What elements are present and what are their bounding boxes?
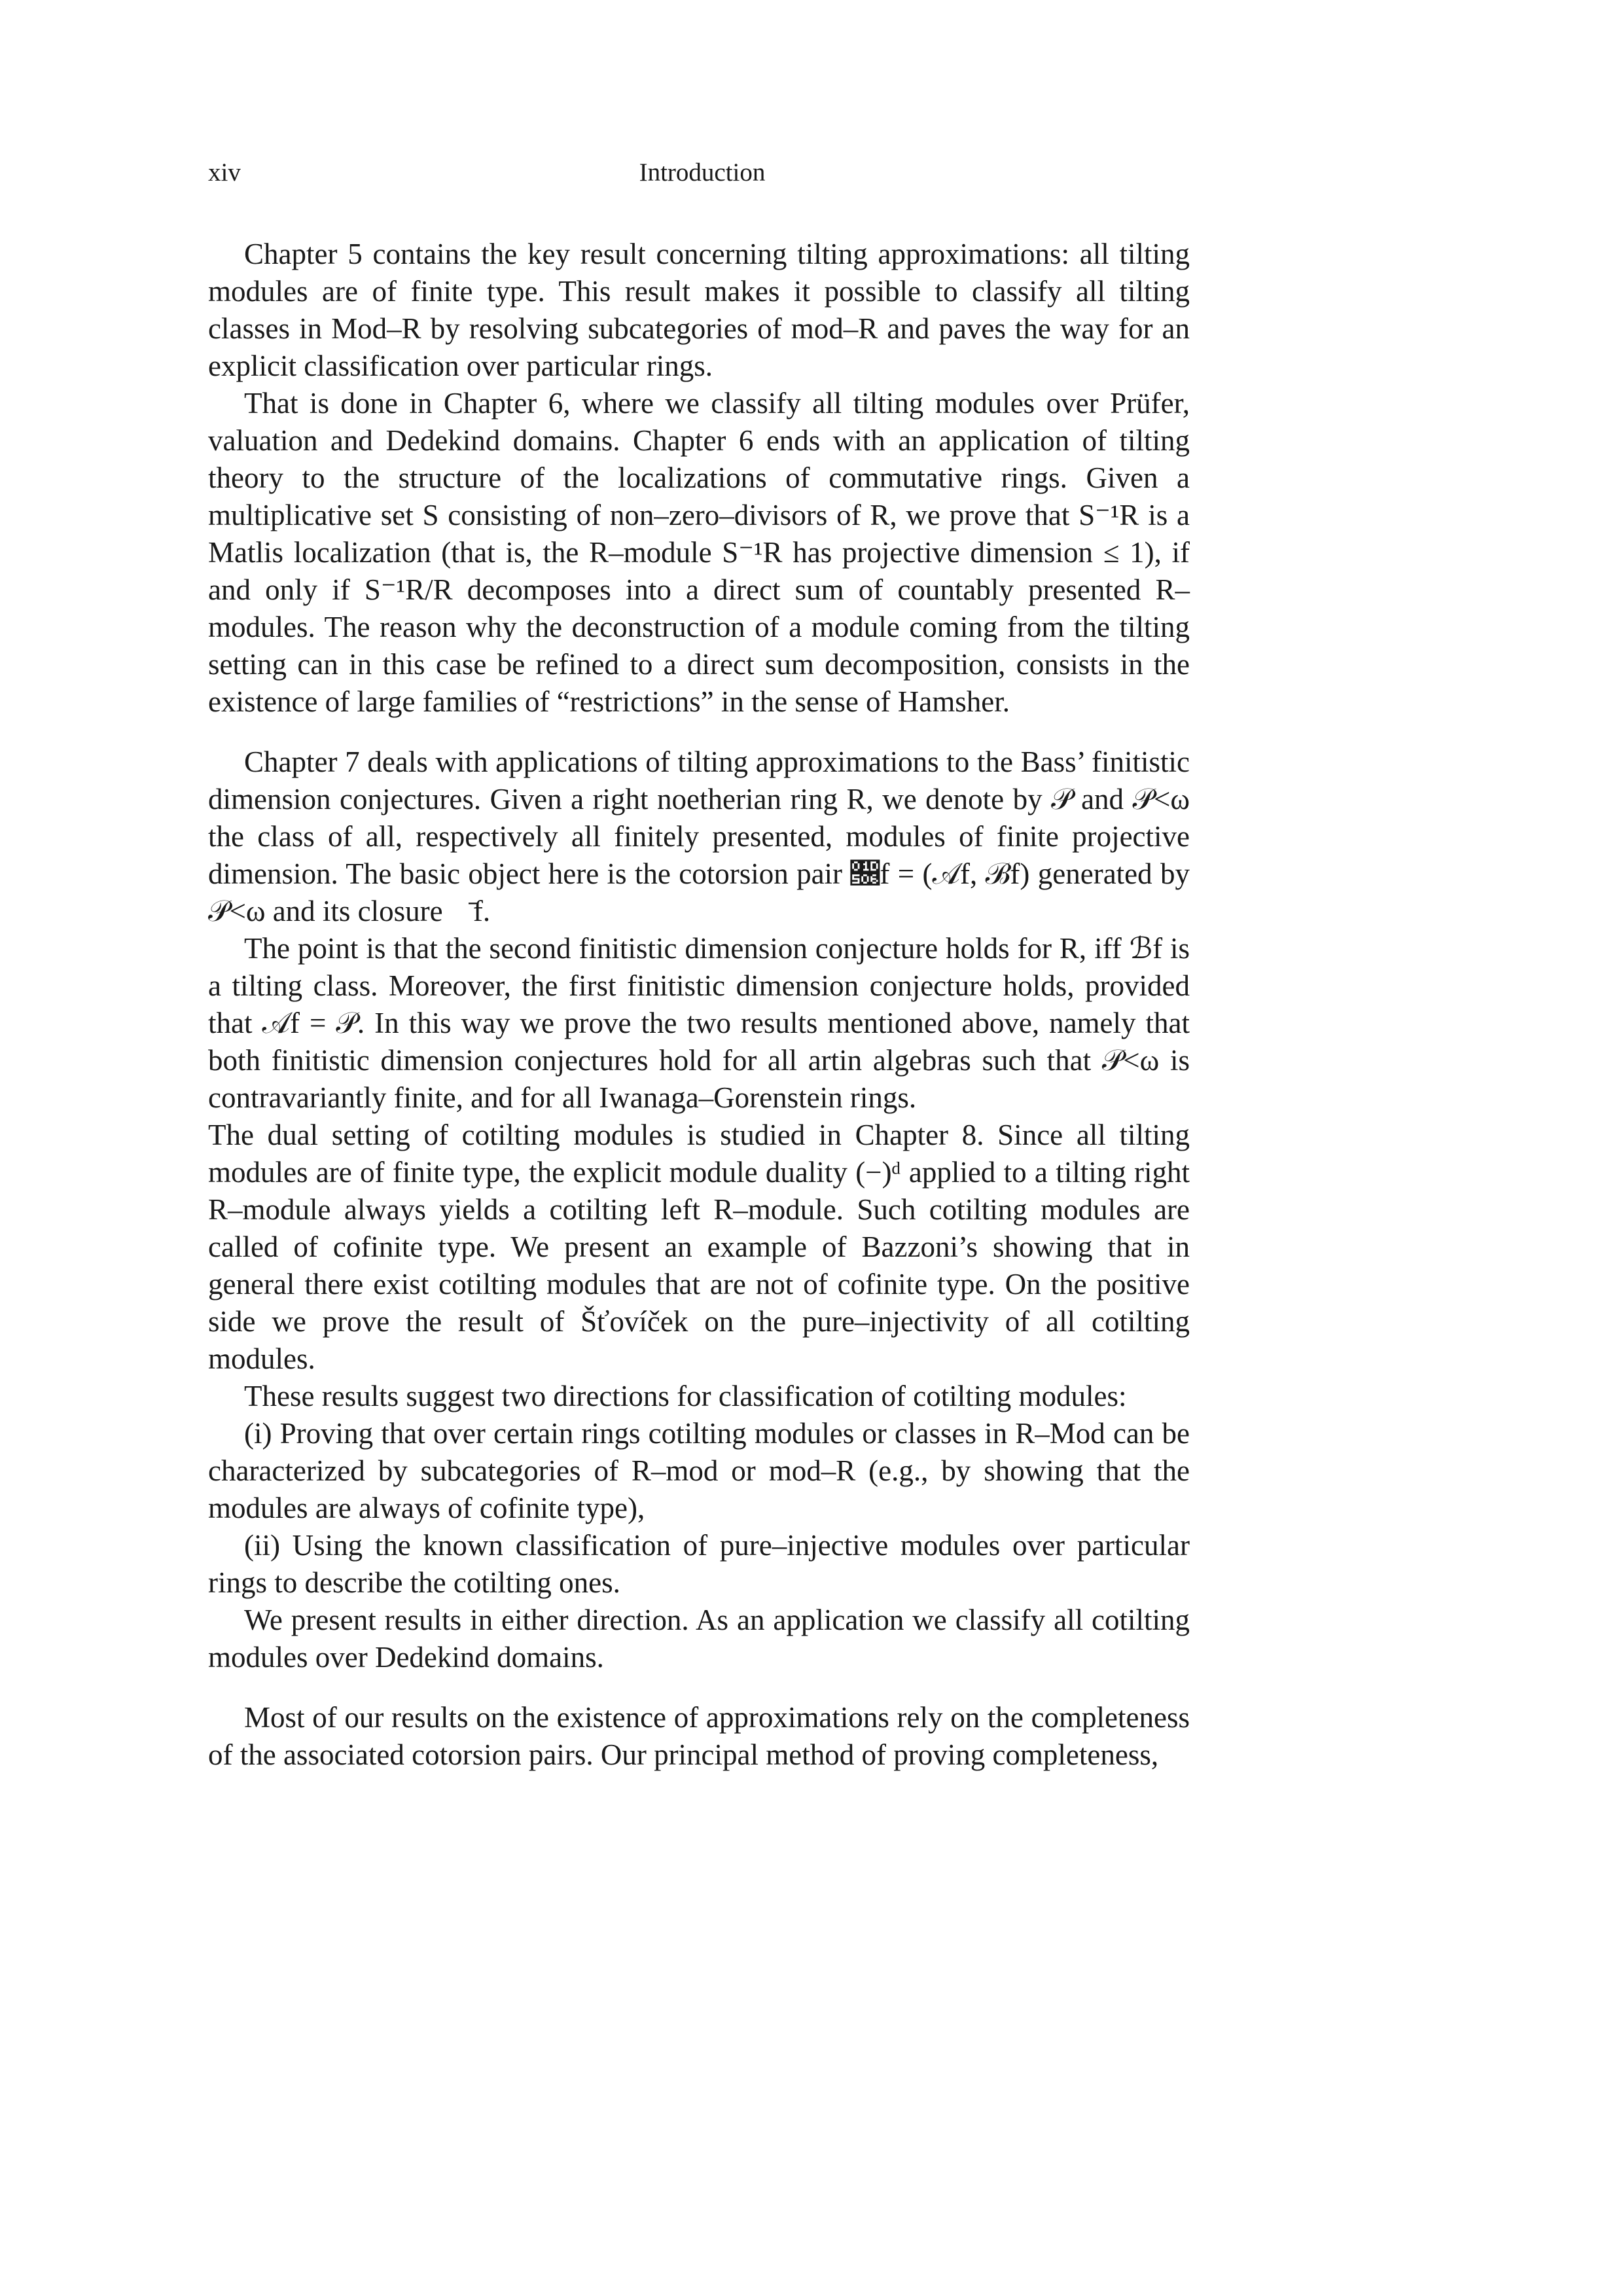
paragraph-chapter-8: The dual setting of cotilting modules is studied in Chapter 8. Since all tilting modules are of finite type, the explicit module duality (−)ᵈ applied to a tilting right R–module always yields a cotilting left R–module. Such cotilting modules are called of cofinite type. We present an example of Bazzoni’s showing that in general there exist cotilting modules that are not of cofinite type. On the positive side we prove the result of Šťovíček on the pure–injectivity of all cotilting modules. <box>208 1119 1190 1375</box>
page-number: xiv <box>208 158 241 187</box>
list-item-ii: (ii) Using the known classification of pure–injective modules over particular rings to describe the cotilting ones. <box>208 1529 1190 1599</box>
paragraph-directions: These results suggest two directions for classification of cotilting modules: <box>244 1380 1127 1412</box>
running-title: Introduction <box>639 158 766 187</box>
list-item-i: (i) Proving that over certain rings cotilting modules or classes in R–Mod can be characterized by subcategories of R–mod or mod–R (e.g., by showing that the modules are always of cofinite type), <box>208 1417 1190 1524</box>
paragraph-chapter-7: Chapter 7 deals with applications of tilting approximations to the Bass’ finitistic dimension conjectures. Given a right noetherian ring R, we denote by 𝒫 and 𝒫<ω the class of all, respectively all finitely presented, modules of finite projective dimension. The basic object here is the cotorsion pair 𝔆f = (𝒜f, ℬf) generated by 𝒫<ω and its closure 𝔆̄f. <box>208 745 1190 927</box>
paragraph-results: We present results in either direction. As an application we classify all cotilting modules over Dedekind domains. <box>208 1604 1190 1674</box>
paragraph-chapter-6: That is done in Chapter 6, where we classify all tilting modules over Prüfer, valuation and Dedekind domains. Chapter 6 ends with an application of tilting theory to the structure of the localizations of commutative rings. Given a multiplicative set S consisting of non–zero–divisors of R, we prove that S⁻¹R is a Matlis localization (that is, the R–module S⁻¹R has projective dimension ≤ 1), if and only if S⁻¹R/R decomposes into a direct sum of countably presented R–modules. The reason why the deconstruction of a module coming from the tilting setting can in this case be refined to a direct sum decomposition, consists in the existence of large families of “restrictions” in the sense of Hamsher. <box>208 387 1190 718</box>
paragraph-chapter-5: Chapter 5 contains the key result concerning tilting approximations: all tilting modules are of finite type. This result makes it possible to classify all tilting classes in Mod–R by resolving subcategories of mod–R and paves the way for an explicit classification over particular rings. <box>208 238 1190 382</box>
paragraph-finitistic-point: The point is that the second finitistic dimension conjecture holds for R, iff ℬf is a tilting class. Moreover, the first finitistic dimension conjecture holds, provided that 𝒜f = 𝒫. In this way we prove the two results mentioned above, namely that both finitistic dimension conjectures hold for all artin algebras such that 𝒫<ω is contravariantly finite, and for all Iwanaga–Gorenstein rings. <box>208 932 1190 1114</box>
body-text <box>208 236 1190 1774</box>
paragraph-completeness: Most of our results on the existence of approximations rely on the completeness of the associated cotorsion pairs. Our principal method of proving completeness, <box>208 1701 1190 1771</box>
page-header <box>208 152 1196 194</box>
